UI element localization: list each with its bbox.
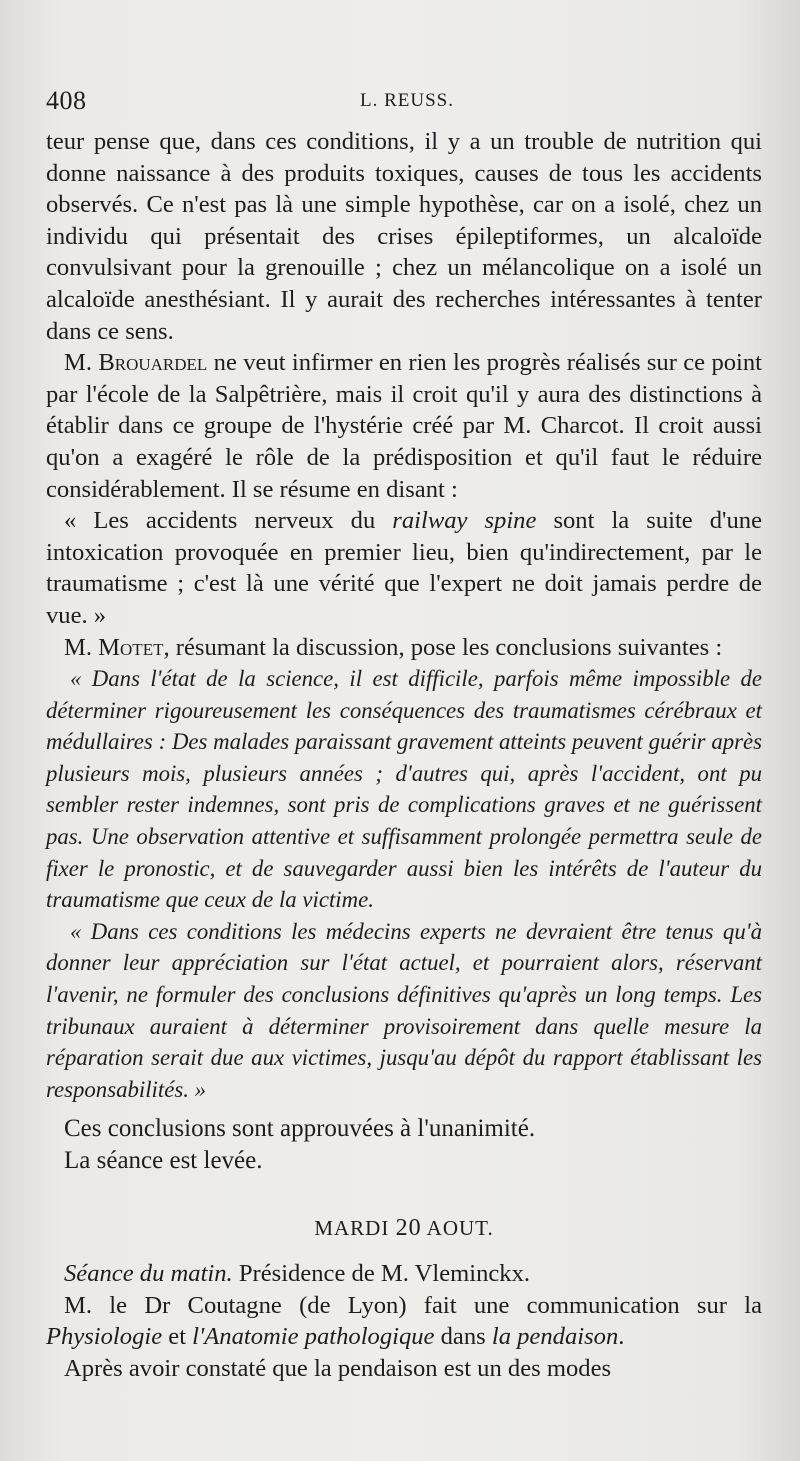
paragraph-approval: Ces conclusions sont approuvées à l'unanimité. bbox=[64, 1115, 536, 1143]
quote-text: « Dans ces conditions les médecins experts ne devraient être tenus qu'à donner leur appréciation sur l'état actuel, et pourraient alors, réservant l'avenir, ne formuler des conclusions définitives qu'après un long temps. Les tribunaux auraient à déterminer provisoirement dans quelle mesure la réparation serait due aux victimes, jusqu'au dépôt du rapport établissant les responsabilités. » bbox=[46, 918, 762, 1102]
paragraph-text: dans bbox=[434, 1323, 492, 1351]
italic-term: la pendaison bbox=[491, 1323, 619, 1351]
italic-term: railway spine bbox=[392, 507, 537, 535]
date-month: AOUT. bbox=[426, 1215, 494, 1240]
page-number: 408 bbox=[46, 86, 87, 115]
paragraph-text: ne veut infirmer en rien les progrès réalisés sur ce point par l'école de la Salpêtrière, mais il croit qu'il y aura des distinctions à établir dans ce groupe de l'hystérie créé par M. Charcot. Il croit aussi qu'on a exagéré le rôle de la prédisposition et qu'il faut le réduire considérablement. Il se résume en disant : bbox=[46, 349, 763, 503]
italic-term: l'Anatomie pathologique bbox=[192, 1323, 435, 1351]
session-date-heading bbox=[46, 1213, 762, 1245]
speaker-name: M. Motet bbox=[64, 633, 164, 661]
page-header bbox=[46, 86, 760, 116]
paragraph-text: M. le Dr Coutagne (de Lyon) fait une communication sur la bbox=[64, 1291, 762, 1319]
paragraph-text: . bbox=[618, 1323, 625, 1351]
date-day: 20 bbox=[395, 1214, 422, 1241]
paragraph-railway-spine bbox=[46, 505, 762, 631]
paragraph-text: sont la suite d'une intoxication provoquée en premier lieu, bien qu'indirectement, par le traumatisme ; c'est là une vérité que l'expert ne doit jamais perdre de vue. » bbox=[46, 507, 762, 629]
paragraph-closing: La séance est levée. bbox=[64, 1147, 263, 1174]
quoted-conclusion-2 bbox=[46, 916, 762, 1106]
paragraph-continuation: teur pense que, dans ces conditions, il y a un trouble de nutrition qui donne naissance à des produits toxiques, causes de tous les accidents observés. Ce n'est pas là une simple hypothèse, car on a isolé, chez un individu qui présentait des crises épileptiformes, un alcaloïde convulsivant pour la grenouille ; chez un mélancolique on a isolé un alcaloïde anesthésiant. Il y aurait des recherches intéressantes à tenter dans ce sens. bbox=[46, 128, 762, 345]
paragraph-final: Après avoir constaté que la pendaison est un des modes bbox=[64, 1354, 612, 1382]
paragraph-motet bbox=[46, 632, 762, 664]
quoted-conclusion-1 bbox=[46, 663, 762, 916]
page-body bbox=[46, 126, 762, 1385]
paragraph-text: « Les accidents nerveux du bbox=[64, 507, 393, 535]
paragraph-text: , résumant la discussion, pose les conclusions suivantes : bbox=[163, 633, 723, 661]
paragraph-coutagne bbox=[46, 1290, 762, 1353]
session-label: Séance du matin. bbox=[64, 1260, 233, 1288]
paragraph-session bbox=[46, 1258, 762, 1290]
quote-text: « Dans l'état de la science, il est difficile, parfois même impossible de déterminer rigoureusement les conséquences des traumatismes cérébraux et médullaires : Des malades paraissant gravement atteints peuvent guérir après plusieurs mois, plusieurs années ; d'autres qui, après l'accident, ont pu sembler rester indemnes, sont pris de complications graves et ne guérissent pas. Une observation attentive et suffisamment prolongée permettra seule de fixer le pronostic, et de sauvegarder aussi bien les intérêts de l'auteur du traumatisme que ceux de la victime. bbox=[46, 666, 762, 913]
paragraph-text: et bbox=[162, 1323, 193, 1351]
paragraph-brouardel bbox=[46, 347, 762, 505]
running-title: L. REUSS. bbox=[360, 90, 454, 111]
paragraph-text: Présidence de M. Vleminckx. bbox=[232, 1260, 531, 1288]
date-weekday: MARDI bbox=[314, 1215, 390, 1240]
speaker-name: M. Brouardel bbox=[64, 349, 208, 377]
italic-term: Physiologie bbox=[46, 1323, 163, 1351]
